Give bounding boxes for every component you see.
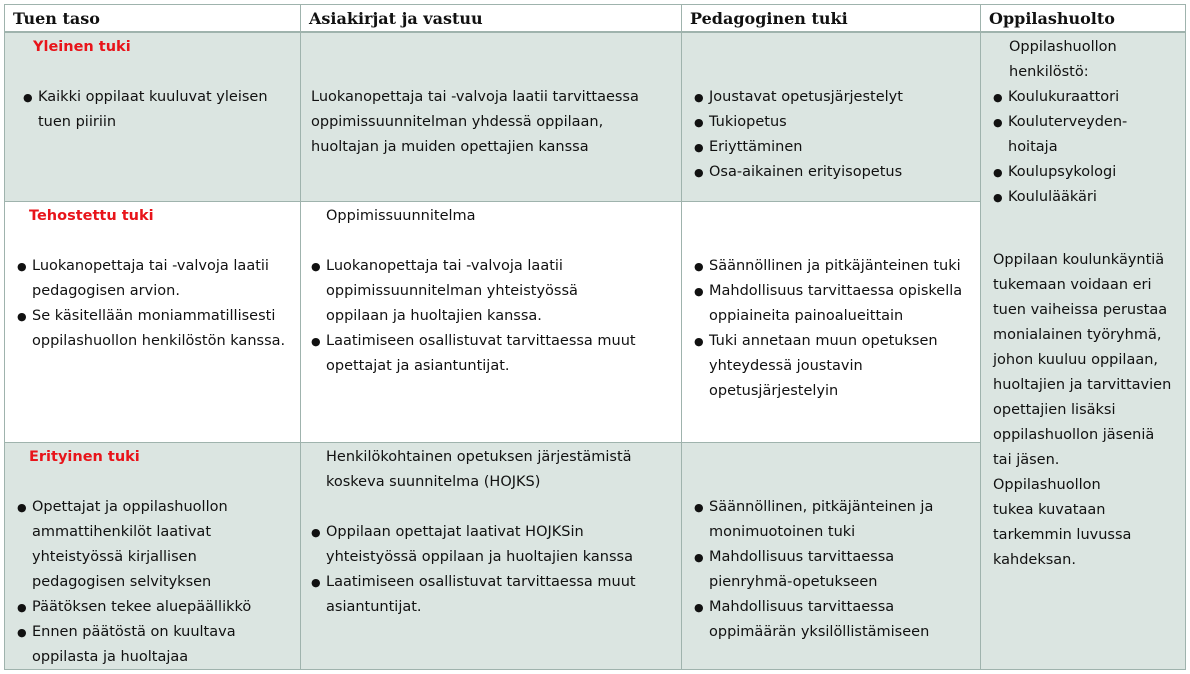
oppilashuolto-intro: Oppilashuollon henkilöstö:: [1009, 39, 1117, 80]
oppilashuolto-paragraph-2: Oppilashuollon tukea kuvataan tarkemmin luvussa kahdeksan.: [993, 477, 1132, 568]
list-item: ● Mahdollisuus tarvittaessa pienryhmä-opetukseen: [694, 545, 899, 595]
list-item: ● Laatimiseen osallistuvat tarvittaessa muut asiantuntijat.: [311, 570, 646, 620]
level-bullets: [23, 85, 273, 135]
list-item: ● Eriyttäminen: [694, 135, 974, 160]
list-item: ● Opettajat ja oppilashuollon ammattihenkilöt laativat yhteistyössä kirjallisen pedagogisen selvityksen: [17, 495, 277, 595]
level-label-erityinen: Erityinen tuki: [29, 449, 140, 465]
header-tuen-taso: Tuen taso: [4, 4, 301, 32]
row2-ped-cell: [681, 201, 981, 443]
row3-docs-cell: [300, 442, 682, 670]
list-item: ● Laatimiseen osallistuvat tarvittaessa muut opettajat ja asiantuntijat.: [311, 329, 641, 379]
level-label-yleinen: Yleinen tuki: [33, 39, 131, 55]
oppilashuolto-paragraph: Oppilaan koulunkäyntiä tukemaan voidaan eri tuen vaiheissa perustaa monialainen työryhmä, johon kuuluu oppilaan, huoltajien ja tarvittavien opettajien lisäksi oppilashuollon jäseniä tai jäsen.: [993, 252, 1172, 468]
level-bullets: [17, 495, 277, 670]
docs-intro: Oppimissuunnitelma: [326, 208, 476, 224]
oppilashuolto-bullets: [993, 85, 1143, 210]
list-item: ● Osa-aikainen erityisopetus: [694, 160, 974, 185]
list-item: ● Säännöllinen, pitkäjänteinen ja monimuotoinen tuki: [694, 495, 964, 545]
level-bullets: [17, 254, 297, 354]
list-item: ● Oppilaan opettajat laativat HOJKSin yhteistyössä oppilaan ja huoltajien kanssa: [311, 520, 646, 570]
level-label-tehostettu: Tehostettu tuki: [29, 208, 154, 224]
row1-docs-cell: [300, 32, 682, 202]
header-oppilashuolto: Oppilashuolto: [980, 4, 1186, 32]
header-asiakirjat: Asiakirjat ja vastuu: [300, 4, 682, 32]
oppilashuolto-cell: [980, 32, 1186, 670]
ped-bullets: [694, 85, 974, 185]
list-item: ● Säännöllinen ja pitkäjänteinen tuki: [694, 254, 979, 279]
ped-bullets: [694, 254, 979, 404]
row3-level-cell: [4, 442, 301, 670]
docs-intro: Henkilökohtainen opetuksen järjestämistä koskeva suunnitelma (HOJKS): [326, 449, 632, 490]
list-item: ● Luokanopettaja tai -valvoja laatii pedagogisen arvion.: [17, 254, 297, 304]
row3-ped-cell: [681, 442, 981, 670]
docs-bullets: [311, 520, 646, 620]
list-item: ● Päätöksen tekee aluepäällikkö: [17, 595, 277, 620]
row1-level-cell: [4, 32, 301, 202]
docs-bullets: [311, 254, 641, 379]
list-item: ● Koulukuraattori: [993, 85, 1143, 110]
list-item: ● Mahdollisuus tarvittaessa opiskella oppiaineita painoalueittain: [694, 279, 979, 329]
list-item: ● Luokanopettaja tai -valvoja laatii oppimissuunnitelman yhteistyössä oppilaan ja huoltajien kanssa.: [311, 254, 641, 329]
list-item: ● Tukiopetus: [694, 110, 974, 135]
row1-ped-cell: [681, 32, 981, 202]
list-item: ● Kaikki oppilaat kuuluvat yleisen tuen piiriin: [23, 85, 273, 135]
list-item: ● Ennen päätöstä on kuultava oppilasta ja huoltajaa: [17, 620, 277, 670]
list-item: ● Kouluterveyden-hoitaja: [993, 110, 1143, 160]
list-item: ● Mahdollisuus tarvittaessa oppimäärän yksilöllistämiseen: [694, 595, 959, 645]
ped-bullets: [694, 495, 964, 645]
header-pedagoginen: Pedagoginen tuki: [681, 4, 981, 32]
list-item: ● Se käsitellään moniammatillisesti oppilashuollon henkilöstön kanssa.: [17, 304, 297, 354]
docs-text: Luokanopettaja tai -valvoja laatii tarvittaessa oppimissuunnitelman yhdessä oppilaan, huoltajan ja muiden opettajien kanssa: [311, 89, 639, 155]
row2-docs-cell: [300, 201, 682, 443]
list-item: ● Tuki annetaan muun opetuksen yhteydessä joustavin opetusjärjestelyin: [694, 329, 979, 404]
list-item: ● Koulupsykologi: [993, 160, 1143, 185]
row2-level-cell: [4, 201, 301, 443]
list-item: ● Koululääkäri: [993, 185, 1143, 210]
list-item: ● Joustavat opetusjärjestelyt: [694, 85, 974, 110]
